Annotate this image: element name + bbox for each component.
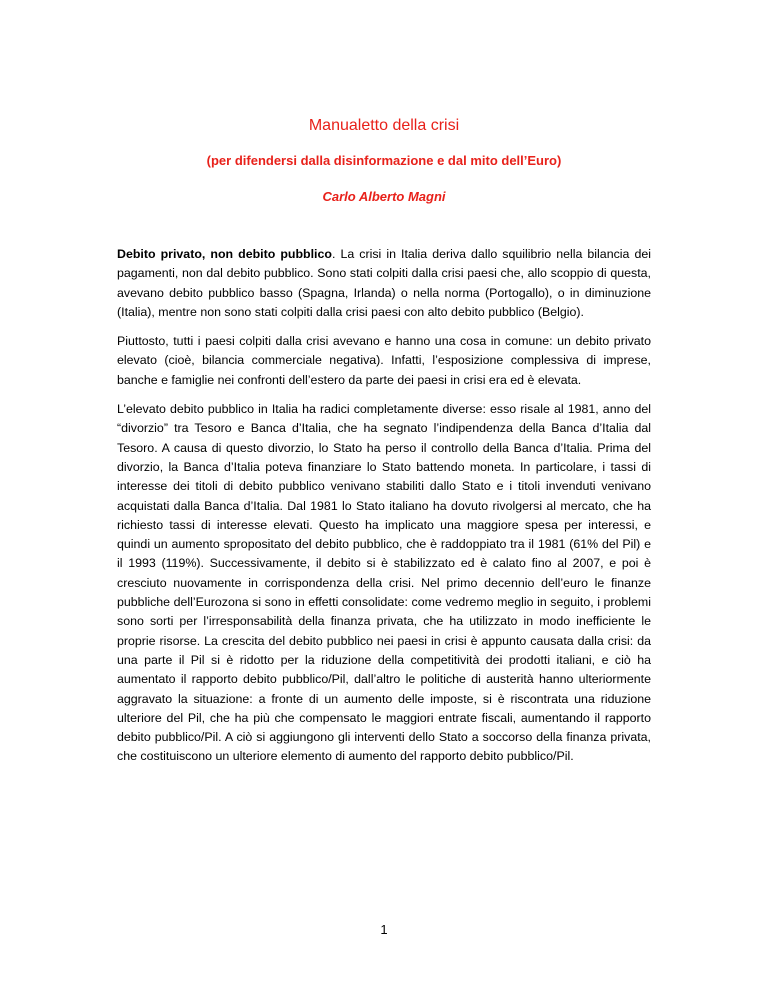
document-body bbox=[117, 245, 651, 777]
paragraph bbox=[117, 400, 651, 767]
paragraph-text: . La crisi in Italia deriva dallo squilibrio nella bilancia dei pagamenti, non dal debito pubblico. Sono stati colpiti dalla crisi paesi che, allo scoppio di questa, avevano debito pubblico basso (Spagna, Irlanda) o nella norma (Portogallo), o in diminuzione (Italia), mentre non sono stati colpiti dalla crisi paesi con alto debito pubblico (Belgio). bbox=[117, 247, 652, 319]
paragraph-lead: Debito privato, non debito pubblico bbox=[117, 247, 332, 261]
document-title: Manualetto della crisi bbox=[308, 117, 460, 134]
document-subtitle: (per difendersi dalla disinformazione e dal mito dell’Euro) bbox=[206, 153, 562, 168]
paragraph bbox=[117, 245, 651, 322]
document-author: Carlo Alberto Magni bbox=[322, 189, 446, 204]
page-number: 1 bbox=[380, 922, 388, 937]
paragraph bbox=[117, 332, 651, 390]
paragraph-text: L’elevato debito pubblico in Italia ha radici completamente diverse: esso risale al 1981, anno del “divorzio” tra Tesoro e Banca d’Italia, che ha segnato l’indipendenza della Banca d’Italia dal Tesoro. A causa di questo divorzio, lo Stato ha perso il controllo della Banca d’Italia. Prima del divorzio, la Banca d’Italia poteva finanziare lo Stato battendo moneta. In particolare, i tassi di interesse dei titoli di debito pubblico venivano stabiliti dallo Stato e i titoli invenduti venivano acquistati dalla Banca d’Italia. Dal 1981 lo Stato italiano ha dovuto rivolgersi al mercato, che ha richiesto tassi di interesse elevati. Questo ha implicato una maggiore spesa per interessi, e quindi un aumento spropositato del debito pubblico, che è raddoppiato tra il 1981 (61% del Pil) e il 1993 (119%). Successivamente, il debito si è stabilizzato ed è calato fino al 2007, e poi è cresciuto nuovamente in corrispondenza della crisi. Nel primo decennio dell’euro le finanze pubbliche dell’Eurozona si sono in effetti consolidate: come vedremo meglio in seguito, i problemi sono sorti per l’irresponsabilità della finanza privata, che ha utilizzato in modo inefficiente le proprie risorse. La crescita del debito pubblico nei paesi in crisi è appunto causata dalla crisi: da una parte il Pil si è ridotto per la riduzione della competitività dei prodotti italiani, e ciò ha aumentato il rapporto debito pubblico/Pil, dall’altro le politiche di austerità hanno ulteriormente aggravato la situazione: a fronte di un aumento delle imposte, si è riscontrata una riduzione ulteriore del Pil, che ha più che compensato le maggiori entrate fiscali, aumentando il rapporto debito pubblico/Pil. A ciò si aggiungono gli interventi dello Stato a soccorso della finanza privata, che costituiscono un ulteriore elemento di aumento del rapporto debito pubblico/Pil. bbox=[117, 402, 651, 764]
paragraph-text: Piuttosto, tutti i paesi colpiti dalla crisi avevano e hanno una cosa in comune: un debito privato elevato (cioè, bilancia commerciale negativa). Infatti, l’esposizione complessiva di imprese, banche e famiglie nei confronti dell’estero da parte dei paesi in crisi era ed è elevata. bbox=[117, 334, 651, 387]
